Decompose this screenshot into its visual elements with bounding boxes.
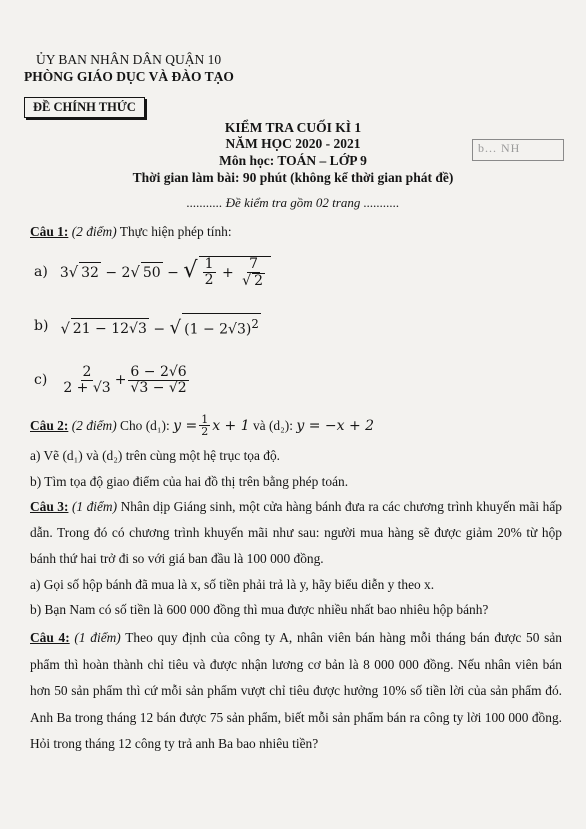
q3-label: Câu 3: [30,499,69,514]
q1b-label: b) [34,318,49,334]
q3-points: (1 điểm) [71,499,118,514]
q3a: a) Gọi số hộp bánh đã mua là x, số tiền phải trả là y, hãy biểu diễn y theo x. [30,577,435,592]
q2-eq1-right: x + 1 [212,417,250,434]
q1a-label: a) [34,264,48,280]
q2-heading [30,414,374,437]
org-line-2: PHÒNG GIÁO DỤC VÀ ĐÀO TẠO [24,69,234,84]
q3-body [30,494,562,572]
q1a-expression: a) 3√ 32 − 2√ 50 − √ $\frac{1}{2}$ + $\frac{7}{√ 2}$ [34,252,271,292]
q4-points: (1 điểm) [74,630,121,645]
q2-eq2: y = −x + 2 [296,417,375,434]
q2-intro: Cho (d₁): [120,417,170,433]
q3b: b) Bạn Nam có số tiền là 600 000 đồng thì mua được nhiều nhất bao nhiêu hộp bánh? [30,602,489,617]
page-count-note: ........... Đề kiểm tra gồm 02 trang ........... [186,195,400,210]
q2-eq1-left: y = [173,417,198,434]
q4-label: Câu 4: [30,630,70,645]
subject: Môn học: TOÁN – LỚP 9 [219,153,367,168]
exam-title: KIỂM TRA CUỐI KÌ 1 [224,120,362,135]
q2-eq1-num: 1 [201,413,209,426]
org-line-1: ỦY BAN NHÂN DÂN QUẬN 10 [36,52,222,67]
q1-label: Câu 1: [30,224,69,239]
q1-heading [30,222,232,242]
q2-points: (2 điểm) [71,417,117,433]
q2-label: Câu 2: [30,417,69,433]
exam-time: Thời gian làm bài: 90 phút (không kể thời gian phát đề) [132,170,454,185]
q1-text: Thực hiện phép tính: [119,224,232,239]
school-year: NĂM HỌC 2020 - 2021 [225,136,361,151]
q2-eq1-den: 2 [201,425,209,438]
q1-points: (2 điểm) [71,224,117,239]
q1b-expression: b) √ 21 − 12√3 − √ $(1 - 2√3)^2$ [34,313,261,339]
q2-eq1-frac [199,414,210,437]
grade-stamp: b... NH [472,139,564,161]
q4-text: Theo quy định của công ty A, nhân viên bán hàng mỗi tháng bán được 50 sản phẩm thì hoàn thành chỉ tiêu và được nhận lương cơ bản là 8 000 000 đồng. Nếu nhân viên bán hơn 50 sản phẩm thì cứ mỗi sản phẩm vượt chỉ tiêu được hưởng 10% số tiền lời của sản phẩm đó. Anh Ba trong tháng 12 bán được 75 sản phẩm, biết mỗi sản phẩm bán ra công ty lời 100 000 đồng. Hỏi trong tháng 12 công ty trả anh Ba bao nhiêu tiền? [30,630,562,751]
q2a: a) Vẽ (d₁) và (d₂) trên cùng một hệ trục tọa độ. [30,448,281,463]
q3-text: Nhân dịp Giáng sinh, một cửa hàng bánh đưa ra các chương trình khuyến mãi hấp dẫn. Trong đó có chương trình khuyến mãi như sau: người mua hàng sẽ được giảm 20% từ hộp bánh thứ hai trở đi so với giá ban đầu là 100 000 đồng. [30,499,562,566]
official-label: ĐỀ CHÍNH THỨC [24,97,145,118]
q2b: b) Tìm tọa độ giao điểm của hai đồ thị trên bằng phép toán. [30,474,349,489]
q1c-label: c) [34,372,48,388]
q4-body [30,625,562,758]
q1c-expression: c) $\frac{2}{2 + √3}$ + $\frac{6 - 2√6}{√3 - √2}$ [34,363,187,396]
q2-and: và (d₂): [252,417,293,433]
